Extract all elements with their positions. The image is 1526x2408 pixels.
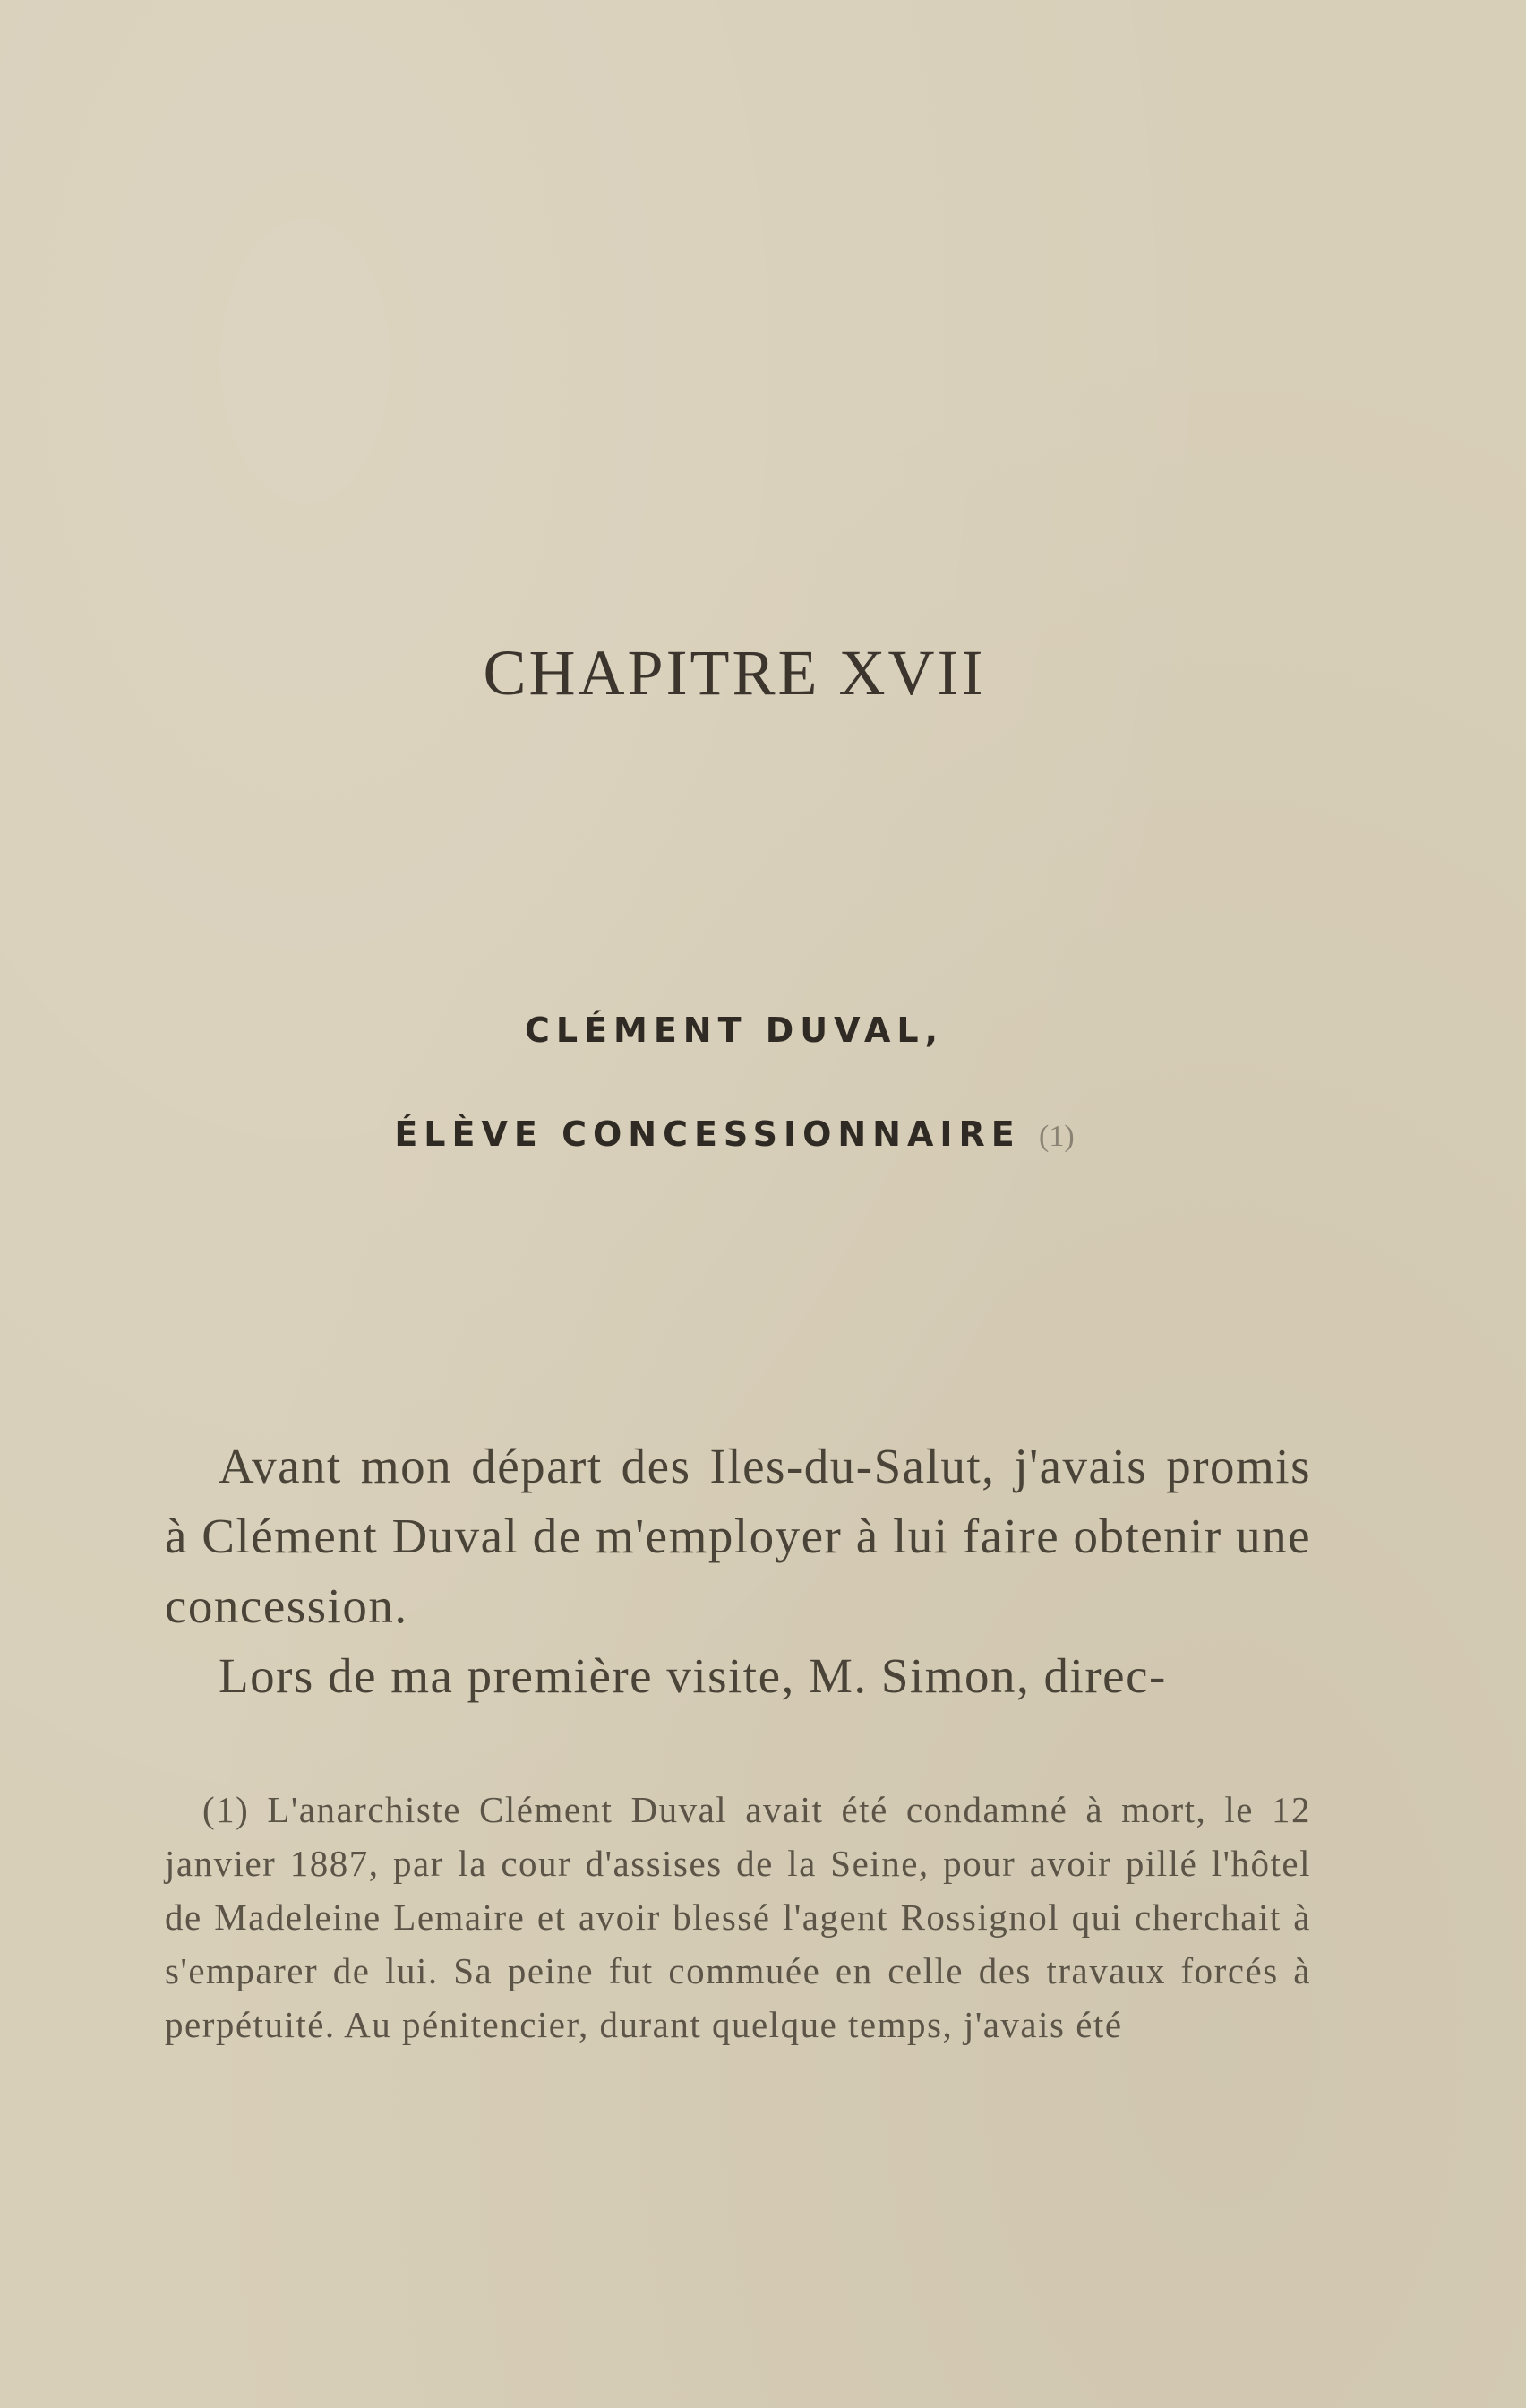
chapter-heading-line2-text: ÉLÈVE CONCESSIONNAIRE: [394, 1114, 1021, 1154]
chapter-heading-line1: CLÉMENT DUVAL,: [524, 1010, 945, 1050]
footnote-reference: (1): [1039, 1120, 1075, 1153]
body-text: [165, 1432, 1311, 1711]
footnote: [165, 1783, 1311, 2051]
footnote-text: (1) L'anarchiste Clément Duval avait été condamné à mort, le 12 janvier 1887, par la cour d'assises de la Seine, pour avoir pillé l'hôtel de Madeleine Lemaire et avoir blessé l'agent Rossignol qui cherchait à s'emparer de lui. Sa peine fut commuée en celle des travaux forcés à perpétuité. Au pénitencier, durant quelque temps, j'avais été: [165, 1789, 1311, 2045]
chapter-title: CHAPITRE XVII: [483, 637, 986, 709]
chapter-heading-line2: [0, 1114, 1469, 1154]
body-paragraph-1: Avant mon départ des Iles-du-Salut, j'avais promis à Clément Duval de m'employer à lui faire obtenir une concession.: [165, 1439, 1311, 1633]
body-paragraph-2: Lors de ma première visite, M. Simon, direc-: [219, 1648, 1167, 1703]
